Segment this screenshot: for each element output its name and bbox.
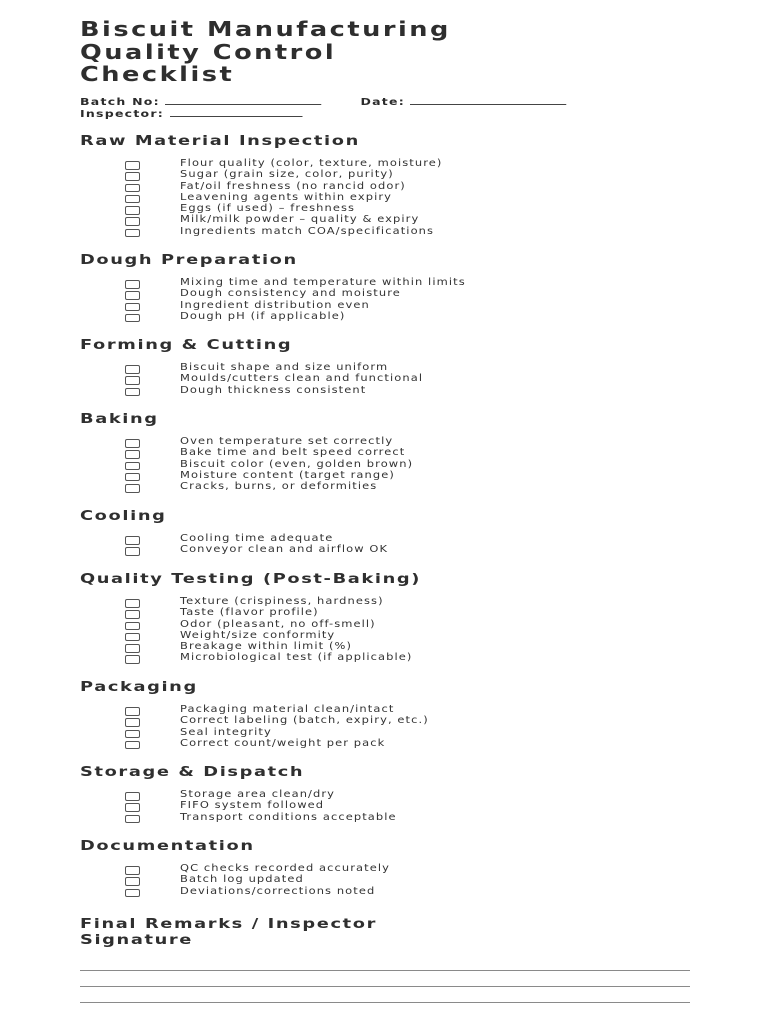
item-label: Oven temperature set correctly [180, 436, 394, 447]
signature-line[interactable] [80, 1002, 690, 1003]
item-label: Storage area clean/dry [180, 789, 336, 800]
checkbox[interactable] [125, 439, 140, 448]
checkbox[interactable] [125, 792, 140, 801]
section-heading-cooling: Cooling [80, 509, 167, 524]
checklist-item [0, 717, 768, 728]
title-line: Quality Control [80, 39, 337, 64]
section-heading-storage-dispatch: Storage & Dispatch [80, 765, 305, 780]
item-label: Weight/size conformity [180, 629, 336, 641]
checklist-item [0, 310, 768, 324]
checkbox[interactable] [125, 450, 140, 459]
item-label: Taste (flavor profile) [180, 607, 319, 619]
checkbox[interactable] [125, 184, 140, 193]
checkbox[interactable] [125, 536, 140, 545]
date-field[interactable] [411, 95, 567, 105]
checkbox[interactable] [125, 610, 140, 619]
baking-list [0, 438, 768, 494]
remarks-line[interactable] [80, 970, 690, 971]
checkbox[interactable] [125, 599, 140, 608]
checkbox[interactable] [125, 803, 140, 812]
batch-label: Batch No: [80, 97, 160, 108]
section-heading-raw-material: Raw Material Inspection [80, 134, 360, 149]
date-label: Date: [360, 97, 405, 108]
item-label: Cracks, burns, or deformities [180, 481, 378, 493]
section-heading-dough-preparation: Dough Preparation [80, 253, 298, 268]
item-label: QC checks recorded accurately [180, 863, 391, 874]
section-heading-packaging: Packaging [80, 680, 198, 695]
item-label: Transport conditions acceptable [180, 811, 397, 823]
item-label: Dough consistency and moisture [180, 288, 401, 300]
checkbox[interactable] [125, 815, 140, 824]
checkbox[interactable] [125, 889, 140, 898]
checkbox[interactable] [125, 172, 140, 181]
checkbox[interactable] [125, 547, 140, 556]
checkbox[interactable] [125, 741, 140, 750]
checkbox[interactable] [125, 877, 140, 886]
item-label: Odor (pleasant, no off-smell) [180, 618, 376, 630]
checklist-item [0, 384, 768, 398]
checkbox[interactable] [125, 462, 140, 471]
raw-material-list [0, 160, 768, 239]
remarks-line[interactable] [80, 986, 690, 987]
checklist-item [0, 654, 768, 665]
checklist-item [0, 598, 768, 609]
checklist-item [0, 629, 768, 643]
section-heading-quality-testing: Quality Testing (Post-Baking) [80, 572, 422, 587]
item-label: Batch log updated [180, 874, 304, 886]
checkbox[interactable] [125, 280, 140, 289]
checkbox[interactable] [125, 365, 140, 374]
title-line: Biscuit Manufacturing [80, 17, 451, 41]
item-label: Microbiological test (if applicable) [180, 652, 413, 664]
checkbox[interactable] [125, 655, 140, 664]
checklist-item [0, 191, 768, 205]
checkbox[interactable] [125, 730, 140, 739]
page-title [80, 18, 768, 86]
section-heading-documentation: Documentation [80, 839, 255, 854]
checkbox[interactable] [125, 291, 140, 300]
cooling-list [0, 535, 768, 558]
final-heading-line: Signature [80, 933, 193, 948]
section-heading-final-remarks [80, 917, 377, 949]
checklist-item [0, 876, 768, 887]
item-label: Moisture content (target range) [180, 469, 395, 481]
item-label: Ingredient distribution even [180, 299, 370, 311]
item-label: Packaging material clean/intact [180, 704, 395, 715]
documentation-list [0, 865, 768, 899]
checkbox[interactable] [125, 644, 140, 653]
checkbox[interactable] [125, 633, 140, 642]
packaging-list [0, 706, 768, 751]
storage-dispatch-list [0, 791, 768, 825]
item-label: Moulds/cutters clean and functional [180, 373, 424, 385]
checkbox[interactable] [125, 229, 140, 238]
checklist-item [0, 865, 768, 876]
item-label: Correct count/weight per pack [180, 737, 386, 749]
checkbox[interactable] [125, 314, 140, 323]
item-label: Flour quality (color, texture, moisture) [180, 158, 443, 169]
checkbox[interactable] [125, 622, 140, 631]
checkbox[interactable] [125, 388, 140, 397]
item-label: Correct labeling (batch, expiry, etc.) [180, 715, 429, 727]
batch-field[interactable] [166, 95, 322, 105]
checkbox[interactable] [125, 303, 140, 312]
item-label: Deviations/corrections noted [180, 885, 376, 897]
item-label: Breakage within limit (%) [180, 641, 353, 653]
checklist-item [0, 225, 768, 239]
checkbox[interactable] [125, 473, 140, 482]
checklist-item [0, 483, 768, 494]
checkbox[interactable] [125, 217, 140, 226]
checklist-item [0, 469, 768, 483]
item-label: Mixing time and temperature within limits [180, 277, 466, 288]
checkbox[interactable] [125, 718, 140, 727]
dough-preparation-list [0, 279, 768, 324]
checklist-item [0, 290, 768, 301]
checkbox[interactable] [125, 206, 140, 215]
checklist-item [0, 618, 768, 632]
forming-cutting-list [0, 364, 768, 398]
checkbox[interactable] [125, 484, 140, 493]
checklist-item [0, 885, 768, 899]
inspector-row [80, 107, 768, 121]
checklist-item [0, 811, 768, 825]
checkbox[interactable] [125, 707, 140, 716]
checkbox[interactable] [125, 376, 140, 385]
checklist-item [0, 609, 768, 620]
checklist-item [0, 375, 768, 386]
item-label: Sugar (grain size, color, purity) [180, 169, 394, 181]
item-label: Fat/oil freshness (no rancid odor) [180, 180, 406, 192]
item-label: Leavening agents within expiry [180, 191, 393, 203]
section-heading-baking: Baking [80, 412, 159, 427]
checkbox[interactable] [125, 866, 140, 875]
item-label: Ingredients match COA/specifications [180, 225, 435, 237]
item-label: Texture (crispiness, hardness) [180, 596, 384, 607]
item-label: Seal integrity [180, 726, 272, 738]
checkbox[interactable] [125, 195, 140, 204]
item-label: Biscuit color (even, golden brown) [180, 458, 414, 470]
final-heading-line: Final Remarks / Inspector [80, 917, 378, 932]
checklist-item [0, 546, 768, 557]
checklist-item [0, 737, 768, 751]
inspector-field[interactable] [170, 107, 303, 117]
item-label: FIFO system followed [180, 800, 325, 812]
checklist-item [0, 791, 768, 802]
item-label: Biscuit shape and size uniform [180, 362, 389, 373]
item-label: Bake time and belt speed correct [180, 447, 406, 459]
item-label: Eggs (if used) – freshness [180, 203, 356, 215]
item-label: Milk/milk powder – quality & expiry [180, 214, 420, 226]
item-label: Cooling time adequate [180, 533, 334, 544]
section-heading-forming-cutting: Forming & Cutting [80, 338, 293, 353]
item-label: Conveyor clean and airflow OK [180, 544, 389, 556]
checklist-item [0, 299, 768, 313]
inspector-label: Inspector: [80, 109, 165, 120]
item-label: Dough pH (if applicable) [180, 310, 346, 322]
quality-testing-list [0, 598, 768, 666]
title-line: Checklist [80, 62, 235, 86]
checkbox[interactable] [125, 161, 140, 170]
item-label: Dough thickness consistent [180, 384, 367, 396]
